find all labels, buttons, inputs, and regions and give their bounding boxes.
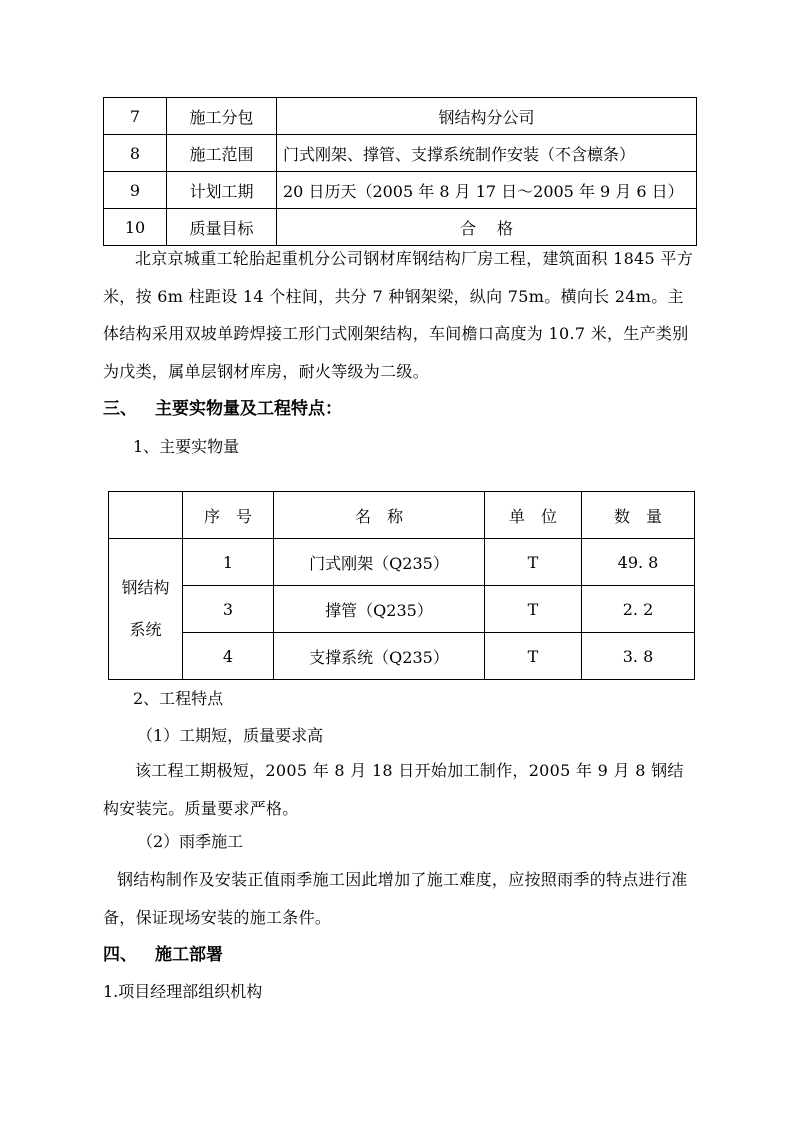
- header-cell: 序 号: [183, 492, 274, 539]
- row-quantity: 49. 8: [582, 539, 695, 586]
- section-title: 主要实物量及工程特点：: [155, 399, 342, 419]
- feature-1-text: 该工程工期极短，2005 年 8 月 18 日开始加工制作，2005 年 9 月 8 钢结构安装完。质量要求严格。: [103, 761, 684, 818]
- subheading-quantities: 1、主要实物量: [133, 437, 240, 456]
- row-item: 计划工期: [167, 172, 277, 209]
- row-content: 合 格: [277, 209, 697, 246]
- feature-2-text: 钢结构制作及安装正值雨季施工因此增加了施工难度，应按照雨季的特点进行准备，保证现场安装的施工条件。: [103, 870, 688, 927]
- section-4-heading: [103, 940, 223, 965]
- subheading-org: 1.项目经理部组织机构: [103, 982, 263, 1001]
- row-number: 3: [183, 586, 274, 633]
- subheading-features: 2、工程特点: [133, 689, 224, 708]
- group-label-line1: 钢结构: [121, 578, 170, 597]
- row-quantity: 3. 8: [582, 633, 695, 680]
- row-number: 8: [104, 135, 167, 172]
- row-quantity: 2. 2: [582, 586, 695, 633]
- table-row: [104, 98, 697, 135]
- table-row: [109, 586, 695, 633]
- row-unit: T: [485, 539, 582, 586]
- row-name: 撑管（Q235）: [274, 586, 485, 633]
- row-content: 门式刚架、撑管、支撑系统制作安装（不含檩条）: [277, 135, 697, 172]
- section-number: 四、: [103, 945, 137, 965]
- header-blank: [109, 492, 183, 539]
- group-label: [109, 539, 183, 680]
- row-number: 10: [104, 209, 167, 246]
- table-row: [109, 633, 695, 680]
- row-name: 门式刚架（Q235）: [274, 539, 485, 586]
- row-number: 7: [104, 98, 167, 135]
- group-label-line2: 系统: [129, 620, 162, 639]
- table-row: [104, 135, 697, 172]
- row-item: 施工分包: [167, 98, 277, 135]
- row-unit: T: [485, 633, 582, 680]
- row-unit: T: [485, 586, 582, 633]
- overview-paragraph: 北京京城重工轮胎起重机分公司钢材库钢结构厂房工程，建筑面积 1845 平方米，按 6m 柱距设 14 个柱间，共分 7 种钢架梁，纵向 75m。横向长 24m。主体结构采用双坡单跨焊接工形门式刚架结构，车间檐口高度为 10.7 米，生产类别为戊类，属单层钢材库房，耐火等级为二级。: [103, 249, 693, 381]
- row-name: 支撑系统（Q235）: [274, 633, 485, 680]
- row-content: 20 日历天（2005 年 8 月 17 日～2005 年 9 月 6 日）: [277, 172, 697, 209]
- table-header-row: [109, 492, 695, 539]
- feature-1-title: （1）工期短，质量要求高: [137, 726, 324, 745]
- section-number: 三、: [103, 399, 137, 419]
- row-number: 9: [104, 172, 167, 209]
- table-row: [109, 539, 695, 586]
- table-row: [104, 172, 697, 209]
- section-3-heading: [103, 394, 342, 419]
- quantity-table: [108, 491, 695, 680]
- header-cell: 名 称: [274, 492, 485, 539]
- header-cell: 数 量: [582, 492, 695, 539]
- row-item: 质量目标: [167, 209, 277, 246]
- project-info-table: [103, 97, 697, 246]
- row-number: 4: [183, 633, 274, 680]
- row-item: 施工范围: [167, 135, 277, 172]
- row-number: 1: [183, 539, 274, 586]
- row-content: 钢结构分公司: [277, 98, 697, 135]
- header-cell: 单 位: [485, 492, 582, 539]
- feature-2-title: （2）雨季施工: [137, 832, 244, 851]
- section-title: 施工部署: [155, 945, 223, 965]
